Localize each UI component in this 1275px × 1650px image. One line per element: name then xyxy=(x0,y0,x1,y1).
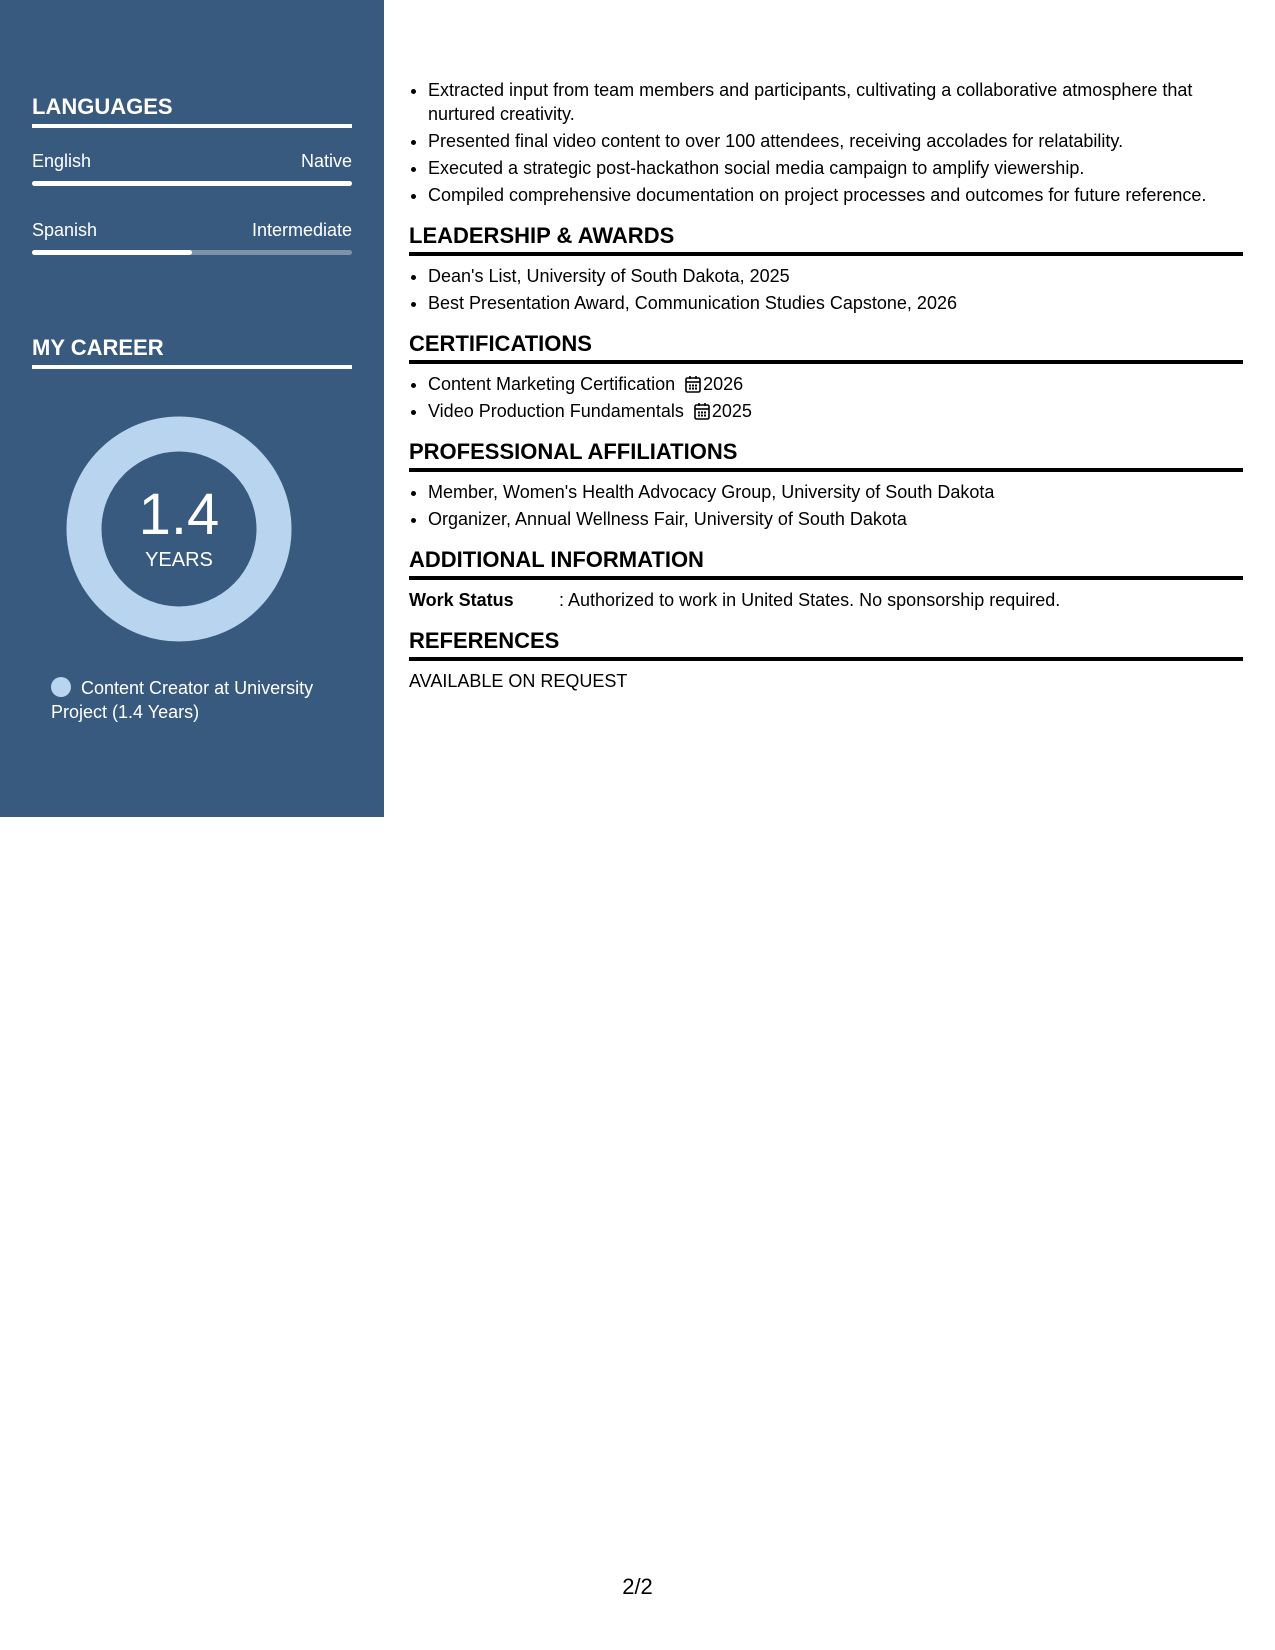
list-item: • Organizer, Annual Wellness Fair, University of South Dakota xyxy=(428,507,1243,531)
donut-center xyxy=(66,416,292,642)
list-item xyxy=(428,399,1243,423)
list-item: • Compiled comprehensive documentation on project processes and outcomes for future reference. xyxy=(428,183,1243,207)
certification-name: Video Production Fundamentals xyxy=(428,401,684,421)
section-title-additional-information: ADDITIONAL INFORMATION xyxy=(409,547,1243,580)
language-name: Spanish xyxy=(32,220,98,240)
leadership-list xyxy=(409,264,1243,315)
calendar-icon xyxy=(694,402,710,420)
language-proficiency-fill xyxy=(32,181,352,186)
language-item-english xyxy=(32,150,352,186)
career-heading: MY CAREER xyxy=(32,335,352,369)
work-status-value: : Authorized to work in United States. No sponsorship required. xyxy=(559,590,1061,610)
career-legend xyxy=(51,676,351,724)
certification-name: Content Marketing Certification xyxy=(428,374,676,394)
list-item: • Best Presentation Award, Communication Studies Capstone, 2026 xyxy=(428,291,1243,315)
language-proficiency-bar xyxy=(32,250,352,255)
language-proficiency-bar xyxy=(32,181,352,186)
language-item-spanish xyxy=(32,219,352,255)
language-proficiency-fill xyxy=(32,250,192,255)
page-number: 2/2 xyxy=(622,1574,653,1599)
work-status-row xyxy=(409,588,1243,612)
career-donut-chart xyxy=(66,416,292,642)
sidebar xyxy=(0,0,384,817)
section-title-references: REFERENCES xyxy=(409,628,1243,661)
language-name: English xyxy=(32,151,92,171)
legend-dot-icon xyxy=(51,677,71,697)
languages-section xyxy=(32,94,352,255)
main-content xyxy=(409,78,1243,693)
list-item: • Executed a strategic post-hackathon social media campaign to amplify viewership. xyxy=(428,156,1243,180)
languages-heading: LANGUAGES xyxy=(32,94,352,128)
list-item: • Extracted input from team members and participants, cultivating a collaborative atmosphere that nurtured creativity. xyxy=(428,78,1243,126)
experience-bullet-list xyxy=(409,78,1243,207)
section-title-certifications: CERTIFICATIONS xyxy=(409,331,1243,364)
section-title-affiliations: PROFESSIONAL AFFILIATIONS xyxy=(409,439,1243,472)
references-text: AVAILABLE ON REQUEST xyxy=(409,671,628,691)
language-level: Native xyxy=(300,151,352,171)
section-title-leadership: LEADERSHIP & AWARDS xyxy=(409,223,1243,256)
list-item: • Presented final video content to over 100 attendees, receiving accolades for relatability. xyxy=(428,129,1243,153)
work-status-label: Work Status xyxy=(409,590,514,610)
career-total-unit: YEARS xyxy=(145,549,213,571)
list-item xyxy=(428,372,1243,396)
career-legend-label: Content Creator at University Project (1.4 Years) xyxy=(51,678,314,722)
certification-year: 2026 xyxy=(703,374,744,394)
language-level: Intermediate xyxy=(251,220,352,240)
career-section xyxy=(32,335,352,369)
calendar-icon xyxy=(685,375,701,393)
certifications-list xyxy=(409,372,1243,423)
certification-year: 2025 xyxy=(711,401,752,421)
list-item: • Dean's List, University of South Dakota, 2025 xyxy=(428,264,1243,288)
affiliations-list xyxy=(409,480,1243,531)
career-total-value: 1.4 xyxy=(138,482,220,547)
list-item: • Member, Women's Health Advocacy Group, University of South Dakota xyxy=(428,480,1243,504)
